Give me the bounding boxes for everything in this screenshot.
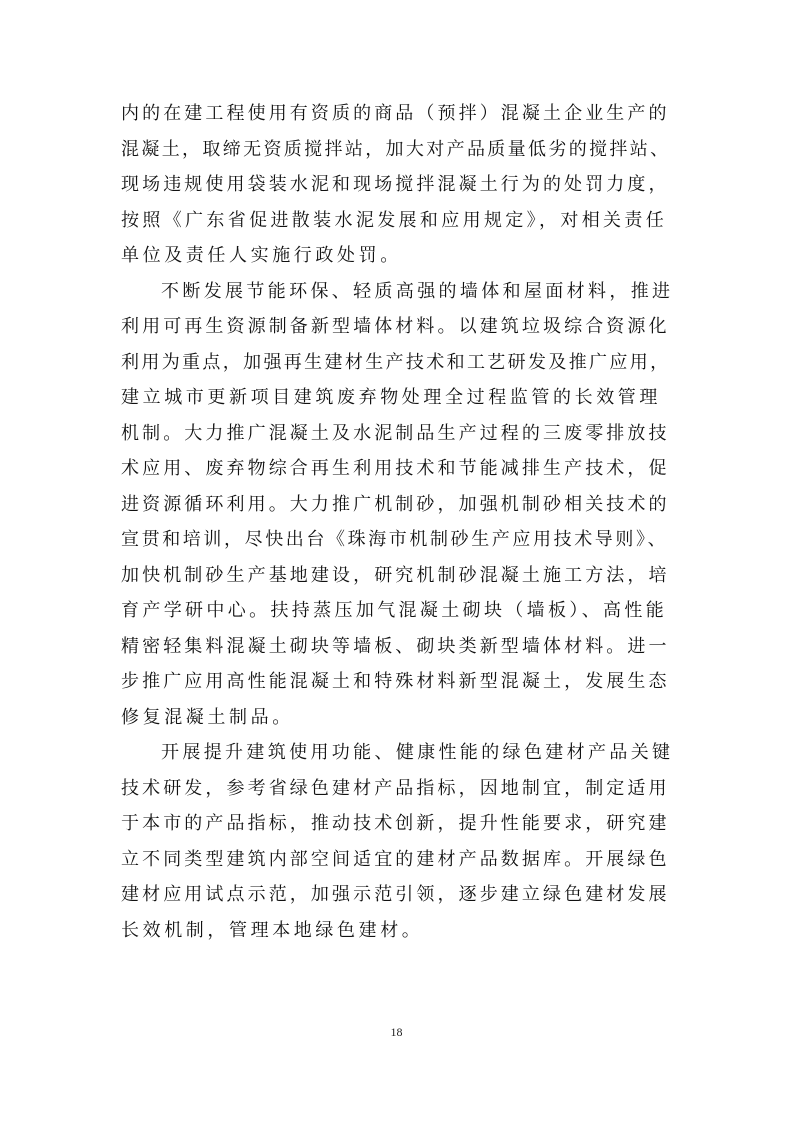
text-line: 步推广应用高性能混凝土和特殊材料新型混凝土，发展生态 [121, 671, 670, 692]
paragraph-start-line: 开展提升建筑使用功能、健康性能的绿色建材产品关键 [161, 742, 674, 763]
text-line: 立不同类型建筑内部空间适宜的建材产品数据库。开展绿色 [121, 848, 670, 870]
text-line: 利用可再生资源制备新型墙体材料。以建筑垃圾综合资源化 [121, 316, 670, 337]
text-line: 精密轻集料混凝土砌块等墙板、砌块类新型墙体材料。进一 [121, 635, 670, 657]
text-line: 技术研发，参考省绿色建材产品指标，因地制宜，制定适用 [121, 777, 670, 799]
text-line: 混凝土，取缔无资质搅拌站，加大对产品质量低劣的搅拌站、 [121, 138, 671, 160]
text-line: 育产学研中心。扶持蒸压加气混凝土砌块（墙板）、高性能 [121, 600, 668, 621]
text-line: 按照《广东省促进散装水泥发展和应用规定》，对相关责任 [121, 209, 668, 231]
text-line: 现场违规使用袋装水泥和现场搅拌混凝土行为的处罚力度， [121, 174, 670, 195]
text-line: 于本市的产品指标，推动技术创新，提升性能要求，研究建 [121, 813, 670, 834]
text-line: 建材应用试点示范，加强示范引领，逐步建立绿色建材发展 [121, 884, 670, 905]
text-line: 内的在建工程使用有资质的商品（预拌）混凝土企业生产的 [121, 103, 670, 124]
text-line: 宣贯和培训，尽快出台《珠海市机制砂生产应用技术导则》、 [121, 529, 669, 550]
page-number: 18 [390, 1025, 403, 1039]
text-line: 加快机制砂生产基地建设，研究机制砂混凝土施工方法，培 [121, 564, 670, 586]
text-line: 机制。大力推广混凝土及水泥制品生产过程的三废零排放技 [121, 422, 670, 444]
text-line: 长效机制，管理本地绿色建材。 [121, 919, 424, 941]
text-line: 修复混凝土制品。 [121, 706, 294, 728]
text-line: 进资源循环利用。大力推广机制砂，加强机制砂相关技术的 [121, 493, 670, 515]
text-line: 单位及责任人实施行政处罚。 [121, 245, 402, 266]
text-line: 建立城市更新项目建筑废弃物处理全过程监管的长效管理 [121, 387, 661, 408]
paragraph-start-line: 不断发展节能环保、轻质高强的墙体和屋面材料，推进 [161, 280, 674, 302]
text-line: 利用为重点，加强再生建材生产技术和工艺研发及推广应用， [121, 351, 671, 373]
text-line: 术应用、废弃物综合再生利用技术和节能减排生产技术，促 [121, 458, 670, 479]
body-text [121, 96, 673, 948]
